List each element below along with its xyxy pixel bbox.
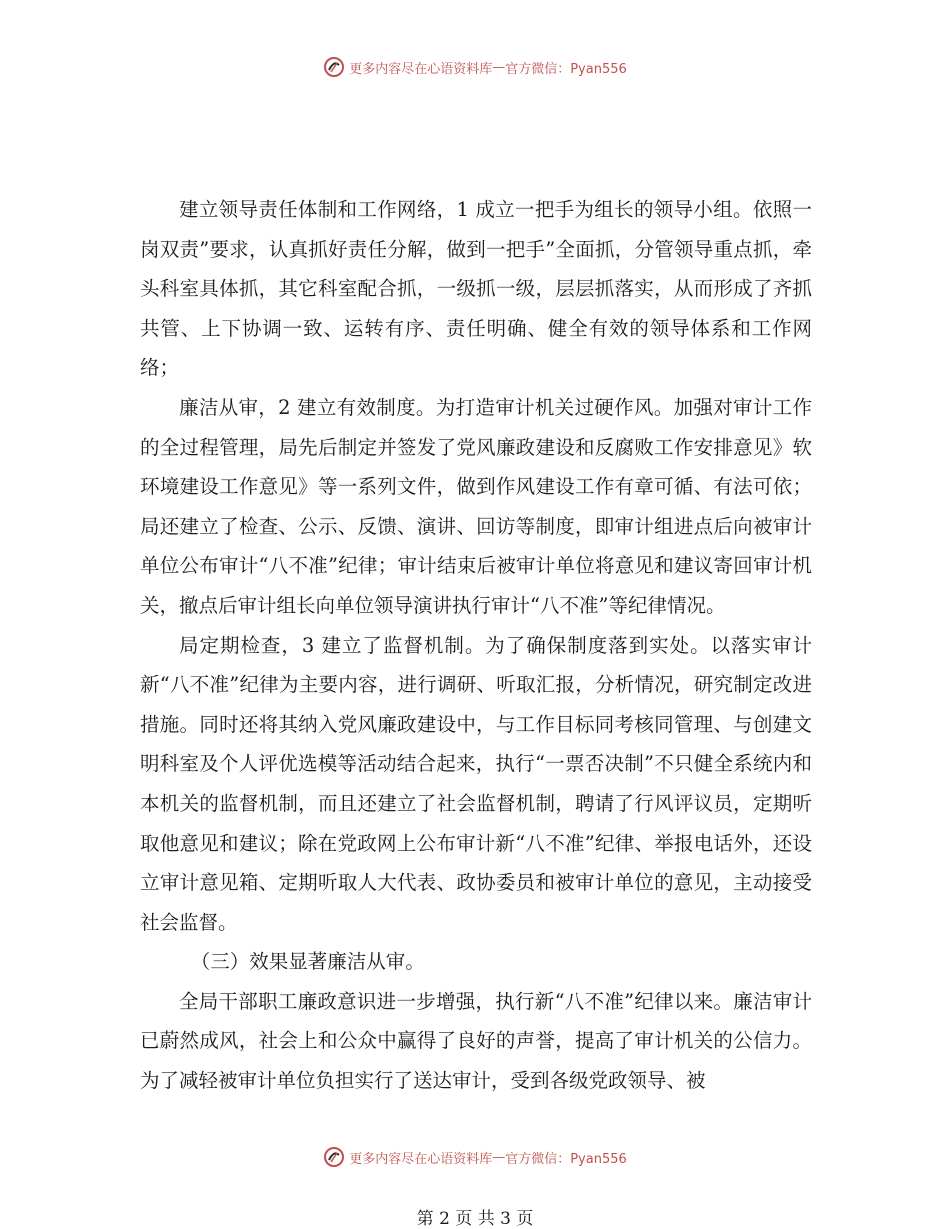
logo-icon — [323, 56, 345, 78]
page-number: 第 2 页 共 3 页 — [416, 1209, 534, 1229]
paragraph-3: 局定期检查，3 建立了监督机制。为了确保制度落到实处。以落实审计新“八不准”纪律为主要内容，进行调研、听取汇报，分析情况，研究制定改进措施。同时还将其纳入党风廉政建设中，与工作目标同考核同管理、与创建文明科室及个人评优选模等活动结合起来，执行“一票否决制”不只健全系统内和本机关的监督机制，而且还建立了社会监督机制，聘请了行风评议员，定期听取他意见和建议；除在党政网上公布审计新“八不准”纪律、举报电话外，还设立审计意见箱、定期听取人大代表、政协委员和被审计单位的意见，主动接受社会监督。 — [140, 633, 812, 934]
paragraph-2: 廉洁从审，2 建立有效制度。为打造审计机关过硬作风。加强对审计工作的全过程管理，局先后制定并签发了党风廉政建设和反腐败工作安排意见》软环境建设工作意见》等一系列文件，做到作风建设工作有章可循、有法可依；局还建立了检查、公示、反馈、演讲、回访等制度，即审计组进点后向被审计单位公布审计“八不准”纪律；审计结束后被审计单位将意见和建议寄回审计机关，撤点后审计组长向单位领导演讲执行审计“八不准”等纪律情况。 — [140, 395, 812, 617]
watermark-site: 更多内容尽在心语资料库 — [349, 61, 493, 77]
watermark-separator: — — [492, 1149, 506, 1165]
watermark-wechat: 官方微信：Pyan556 — [505, 1151, 627, 1167]
section-heading: （三）效果显著廉洁从审。 — [190, 950, 425, 974]
header-watermark — [0, 56, 950, 78]
watermark-site: 更多内容尽在心语资料库 — [349, 1151, 493, 1167]
paragraph-1: 建立领导责任体制和工作网络，1 成立一把手为组长的领导小组。依照一岗双责”要求，认真抓好责任分解，做到一把手”全面抓，分管领导重点抓，牵头科室具体抓，其它科室配合抓，一级抓一级，层层抓落实，从而形成了齐抓共管、上下协调一致、运转有序、责任明确、健全有效的领导体系和工作网络； — [140, 198, 812, 380]
watermark-wechat: 官方微信：Pyan556 — [505, 61, 627, 77]
footer-watermark — [0, 1146, 950, 1168]
document-body — [140, 190, 812, 1101]
logo-icon — [323, 1146, 345, 1168]
watermark-separator: — — [492, 59, 506, 75]
paragraph-4: 全局干部职工廉政意识进一步增强，执行新“八不准”纪律以来。廉洁审计已蔚然成风，社会上和公众中赢得了良好的声誉，提高了审计机关的公信力。为了减轻被审计单位负担实行了送达审计，受到各级党政领导、被 — [140, 989, 812, 1093]
